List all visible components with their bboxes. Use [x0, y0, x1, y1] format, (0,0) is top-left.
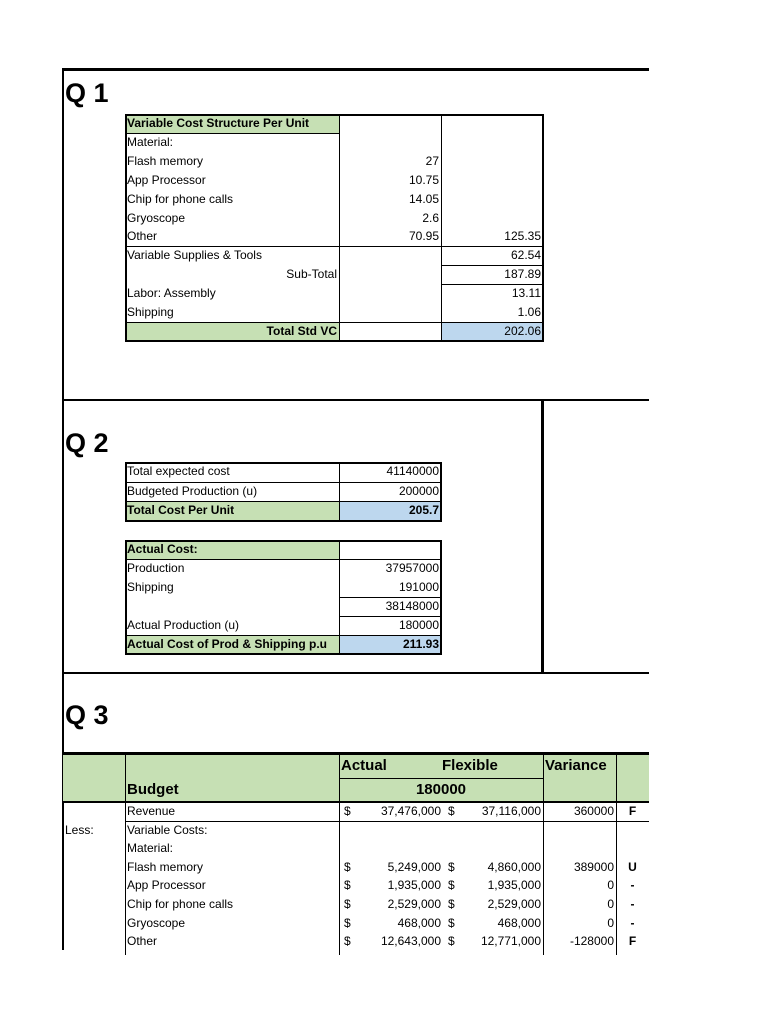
q1-row-unit — [339, 284, 441, 302]
q1-row-total: 13.11 — [511, 286, 541, 301]
q2-right-border — [541, 399, 544, 673]
q3-row-label: Gryoscope — [127, 915, 186, 930]
q3-row-flexible: 468,000 — [497, 915, 541, 930]
q3-row-label: App Processor — [127, 878, 206, 893]
q3-row-variance: 389000 — [573, 859, 614, 874]
q3-row-actual-currency: $ — [344, 878, 351, 893]
q2b-row-label: Actual Production (u) — [127, 618, 240, 632]
q2b-row-value: 37957000 — [385, 561, 439, 575]
q3-row-flexible-currency: $ — [448, 915, 455, 930]
q3-row-flexible: 2,529,000 — [487, 897, 541, 911]
q3-units-header: 180000 — [415, 781, 467, 798]
q3-actual-header: Actual — [341, 757, 387, 774]
q3-row-actual: 2,529,000 — [387, 897, 441, 911]
q2b-row-value: 211.93 — [402, 637, 439, 651]
q3-row-prefix: Less: — [65, 822, 94, 837]
q1-row-total: 202.06 — [504, 323, 541, 338]
q3-row-variance: -128000 — [569, 934, 614, 949]
q3-row-flag: - — [630, 915, 635, 930]
q3-budget-header: Budget — [127, 781, 179, 798]
q3-row-actual: 468,000 — [397, 915, 441, 930]
q1-row-label: App Processor — [127, 172, 206, 187]
q3-body-div-2 — [339, 802, 340, 955]
top-border — [63, 68, 649, 71]
q1-row-unit — [339, 246, 441, 264]
q1-row-unit: 27 — [425, 153, 439, 168]
q3-row-flexible — [458, 821, 543, 839]
q1-row-unit: 70.95 — [408, 229, 439, 244]
q3-row-prefix — [63, 839, 125, 857]
q3-hdr-div-1 — [125, 754, 126, 801]
q3-row-flag: - — [630, 897, 635, 911]
q2a-row-value: 200000 — [398, 483, 439, 498]
q1-row-label: Labor: Assembly — [127, 286, 216, 301]
q3-row-actual: 37,476,000 — [380, 804, 441, 818]
q1-row-total: 187.89 — [504, 267, 541, 282]
q3-row-flexible: 1,935,000 — [487, 878, 541, 893]
q1-row-total — [441, 190, 543, 208]
q3-row-label: Variable Costs: — [127, 822, 208, 837]
q1-row-label: Gryoscope — [127, 210, 186, 225]
q2b-row-value — [339, 540, 441, 558]
q1-title: Q 1 — [65, 78, 109, 108]
q2a-row-label: Total Cost Per Unit — [127, 503, 235, 517]
q3-row-flexible — [458, 839, 543, 857]
q3-row-variance: 0 — [607, 915, 614, 930]
q3-row-actual: 12,643,000 — [380, 934, 441, 949]
q3-flexible-header: Flexible — [442, 757, 498, 774]
q1-q2-divider — [63, 399, 649, 401]
q3-row-prefix — [63, 895, 125, 913]
q3-row-actual — [353, 821, 443, 839]
q3-row-variance — [543, 839, 616, 857]
q2b-row-value: 191000 — [398, 580, 439, 594]
q2a-row-label: Total expected cost — [127, 464, 230, 478]
q3-row-flexible-currency: $ — [448, 859, 455, 874]
q1-row-total: 1.06 — [517, 305, 541, 319]
q1-row-total: 62.54 — [510, 248, 541, 263]
q1-row-label: Variable Supplies & Tools — [127, 248, 262, 263]
q3-row-flexible-currency: $ — [448, 878, 455, 893]
q1-row-unit: 10.75 — [408, 172, 439, 187]
q3-row-flexible: 4,860,000 — [487, 859, 541, 874]
q1-row-label: Chip for phone calls — [127, 191, 234, 206]
q3-row-actual-currency: $ — [344, 804, 351, 818]
q3-row-flag: U — [628, 859, 637, 874]
q3-row-flexible-currency: $ — [448, 934, 455, 949]
q1-row-label: Total Std VC — [266, 323, 337, 338]
q1-row-label: Shipping — [127, 305, 174, 319]
q1-row-label: Flash memory — [127, 153, 204, 168]
q2b-row-label: Actual Cost: — [127, 542, 198, 556]
q1-row-total — [441, 152, 543, 170]
q3-row-flexible: 12,771,000 — [480, 934, 541, 949]
q3-row-prefix — [63, 802, 125, 820]
q3-row-variance — [543, 821, 616, 839]
q3-row-actual-currency: $ — [344, 915, 351, 930]
q3-row-label: Revenue — [127, 804, 176, 818]
q1-header: Variable Cost Structure Per Unit — [127, 116, 310, 130]
q3-row-flag — [616, 839, 649, 857]
q3-row-label: Other — [127, 934, 158, 949]
q2a-row-label: Budgeted Production (u) — [127, 483, 258, 498]
q1-row-label: Material: — [127, 134, 174, 149]
q1-row-unit — [339, 322, 441, 340]
q3-row-actual-currency: $ — [344, 934, 351, 949]
q3-row-prefix — [63, 876, 125, 894]
q2a-row-value: 205.7 — [408, 503, 439, 517]
q1-row-unit: 2.6 — [422, 210, 439, 225]
q3-header-top-border — [63, 752, 649, 755]
q2b-row-label: Production — [127, 561, 185, 575]
q1-row-total — [441, 171, 543, 189]
q1-row-unit — [339, 303, 441, 321]
q1-row-unit: 14.05 — [408, 191, 439, 206]
q1-row-total — [441, 209, 543, 227]
q3-row-actual-currency: $ — [344, 859, 351, 874]
q1-row-unit — [339, 133, 441, 151]
q1-row-total: 125.35 — [504, 229, 541, 244]
q3-row-actual: 1,935,000 — [387, 878, 441, 893]
q3-row-variance: 0 — [607, 897, 614, 911]
q3-row-flexible-currency: $ — [448, 897, 455, 911]
q3-row-flag: F — [628, 934, 637, 949]
q3-row-prefix — [63, 858, 125, 876]
q2a-row-value: 41140000 — [386, 464, 439, 478]
q3-row-flexible-currency: $ — [448, 804, 455, 818]
q3-row-flag: - — [630, 878, 635, 893]
q3-row-prefix — [63, 932, 125, 950]
q3-row-actual: 5,249,000 — [387, 859, 441, 874]
q3-row-flexible: 37,116,000 — [481, 804, 541, 818]
q3-row-label: Chip for phone calls — [127, 897, 234, 911]
q3-row-label: Material: — [127, 841, 174, 856]
q3-row-prefix — [63, 914, 125, 932]
q3-variance-header: Variance — [545, 757, 607, 774]
q3-row-label: Flash memory — [127, 859, 204, 874]
q3-title: Q 3 — [65, 700, 109, 730]
q3-row-actual — [353, 839, 443, 857]
q1-row-label: Sub-Total — [286, 267, 337, 282]
q2-title: Q 2 — [65, 428, 109, 458]
q2-q3-divider — [63, 672, 649, 674]
q2b-row-label: Actual Cost of Prod & Shipping p.u — [127, 637, 327, 651]
q1-row-unit — [339, 265, 441, 283]
q3-hdr-units-line — [339, 778, 543, 779]
q1-row-label: Other — [127, 229, 158, 244]
q3-row-flag — [616, 821, 649, 839]
q3-row-variance: 0 — [607, 878, 614, 893]
q2b-row-label — [125, 597, 339, 615]
q2b-row-value: 38148000 — [385, 599, 439, 613]
q3-row-actual-currency: $ — [344, 897, 351, 911]
q1-row-total — [441, 133, 543, 151]
q3-hdr-div-3 — [543, 754, 544, 801]
q3-row-variance: 360000 — [573, 804, 614, 818]
q3-row-flag: F — [628, 804, 637, 818]
q2b-row-value: 180000 — [398, 618, 439, 632]
q2b-row-label: Shipping — [127, 580, 174, 594]
